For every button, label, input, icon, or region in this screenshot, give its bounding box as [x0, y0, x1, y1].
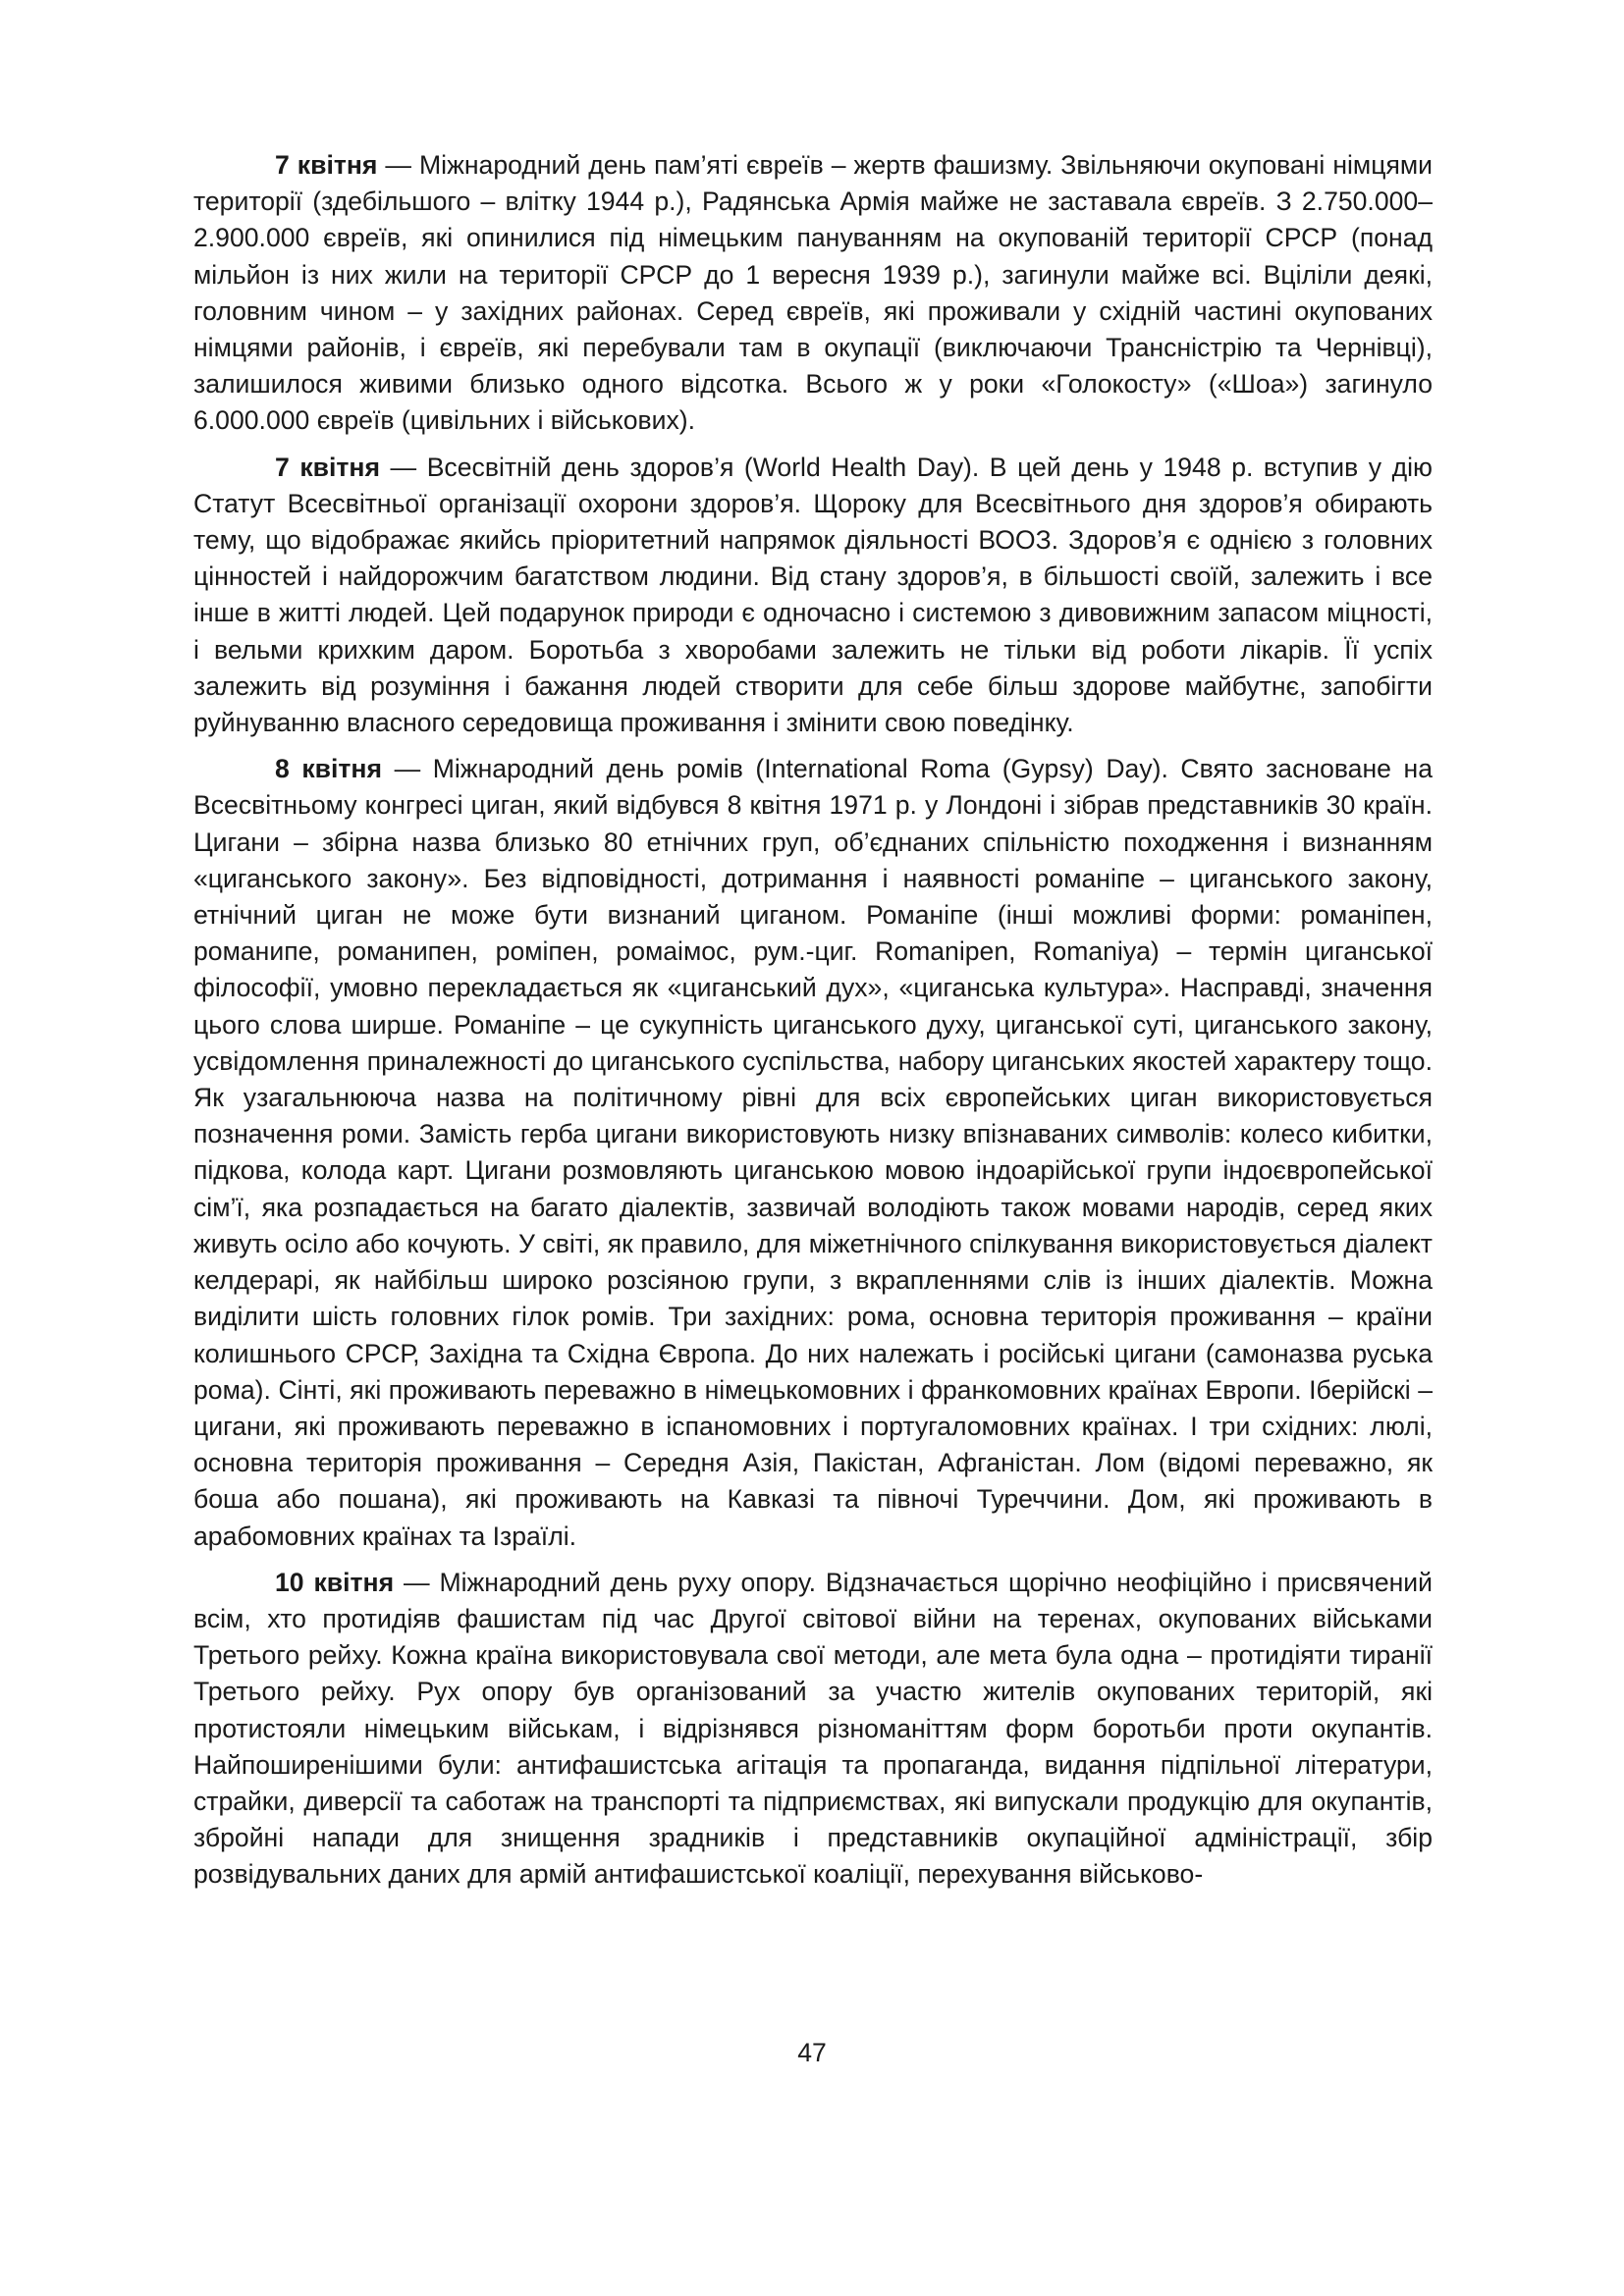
paragraph-text: — Міжнародний день руху опору. Відзначається щорічно неофіційно і присвячений всім, хто протидіяв фашистам під час Другої світової війни на теренах, окупованих військами Третього рейху. Кожна країна використовувала свої методи, але мета була одна – протидіяти тиранії Третього рейху. Рух опору був організований за участю жителів окупованих територій, які протистояли німецьким військам, і відрізнявся різноманіттям форм боротьби проти окупантів. Найпоширенішими були: антифашистська агітація та пропаганда, видання підпільної літератури, страйки, диверсії та саботаж на транспорті та підприємствах, які випускали продукцію для окупантів, збройні напади для знищення зрадників і представників окупаційної адміністрації, збір розвідувальних даних для армій антифашистської коаліції, перехування військово-	[193, 1567, 1434, 1890]
paragraph-text: — Міжнародний день ромів (International Roma (Gypsy) Day). Свято засноване на Всесвітньому конгресі циган, який відбувся 8 квітня 1971 р. у Лондоні і зібрав представників 30 країн. Цигани – збірна назва близько 80 етнічних груп, об’єднаних спільністю походження і визнанням «циганського закону». Без відповідності, дотримання і наявності романіпе – циганського закону, етнічний циган не може бути визнаний циганом. Романіпе (інші можливі форми: романіпен, романипе, романипен, роміпен, ромаімос, рум.-циг. Romanipen, Romaniya) – термін циганської філософії, умовно перекладається як «циганський дух», «циганська культура». Насправді, значення цього слова ширше. Романіпе – це сукупність циганського духу, циганської суті, циганського закону, усвідомлення приналежності до циганського суспільства, набору циганських якостей характеру тощо. Як узагальнююча назва на політичному рівні для всіх європейських циган використовується позначення роми. Замість герба цигани використовують низку впізнаваних символів: колесо кибитки, підкова, колода карт. Цигани розмовляють циганською мовою індоарійської групи індоєвропейської сім’ї, яка розпадається на багато діалектів, зазвичай володіють також мовами народів, серед яких живуть осіло або кочують. У світі, як правило, для міжетнічного спілкування використовується діалект келдерарі, як найбільш широко розсіяною групи, з вкрапленнями слів із інших діалектів. Можна виділити шість головних гілок ромів. Три західних: рома, основна територія проживання – країни колишнього СРСР, Західна та Східна Європа. До них належать і російські цигани (самоназва руська рома). Сінті, які проживають переважно в німецькомовних і франкомовних країнах Европи. Іберійскі – цигани, які проживають переважно в іспаномовних і португаломовних країнах. І три східних: люлі, основна територія проживання – Середня Азія, Пакістан, Афганістан. Лом (відомі переважно, як боша або пошана), які проживають на Кавказі та півночі Туреччини. Дом, які проживають в арабомовних країнах та Ізраїлі.	[193, 754, 1433, 1551]
paragraph-text: — Міжнародний день пам’яті євреїв – жертв фашизму. Звільняючи окуповані німцями території (здебільшого – влітку 1944 р.), Радянська Армія майже не заставала євреїв. З 2.750.000–2.900.000 євреїв, які опинилися під німецьким пануванням на окупованій території СРСР (понад мільйон із них жили на території СРСР до 1 вересня 1939 р.), загинули майже всі. Вціліли деякі, головним чином – у західних районах. Серед євреїв, які проживали у східній частині окупованих німцями районів, і євреїв, які перебували там в окупації (виключаючи Трансністрію та Чернівці), залишилося живими близько одного відсотка. Всього ж у роки «Голокосту» («Шоа») загинуло 6.000.000 євреїв (цивільних і військових).	[193, 150, 1433, 436]
paragraph-roma-day	[193, 751, 1433, 1554]
paragraph-date: 10 квітня	[275, 1567, 395, 1597]
paragraph-date: 7 квітня	[275, 452, 380, 482]
paragraph-text: — Всесвітній день здоров’я (World Health Day). В цей день у 1948 р. вступив у дію Статут Всесвітньої організації охорони здоров’я. Щороку для Всесвітнього дня здоров’я обирають тему, що відображає якийсь пріоритетний напрямок діяльності ВООЗ. Здоров’я є однією з головних цінностей і найдорожчим багатством людини. Від стану здоров’я, в більшості своїй, залежить і все інше в житті людей. Цей подарунок природи є одночасно і системою з дивовижним запасом міцності, і вельми крихким даром. Боротьба з хворобами залежить не тільки від роботи лікарів. Її успіх залежить від розуміння і бажання людей створити для себе більш здорове майбутнє, запобігти руйнуванню власного середовища проживання і змінити свою поведінку.	[193, 452, 1433, 738]
paragraph-date: 8 квітня	[275, 754, 383, 784]
paragraph-resistance-day	[193, 1565, 1433, 1894]
paragraph-world-health-day	[193, 450, 1433, 742]
page-body	[193, 147, 1433, 1903]
page-number: 47	[797, 2038, 827, 2067]
paragraph-jewish-victims-day	[193, 147, 1433, 440]
paragraph-date: 7 квітня	[275, 150, 378, 180]
